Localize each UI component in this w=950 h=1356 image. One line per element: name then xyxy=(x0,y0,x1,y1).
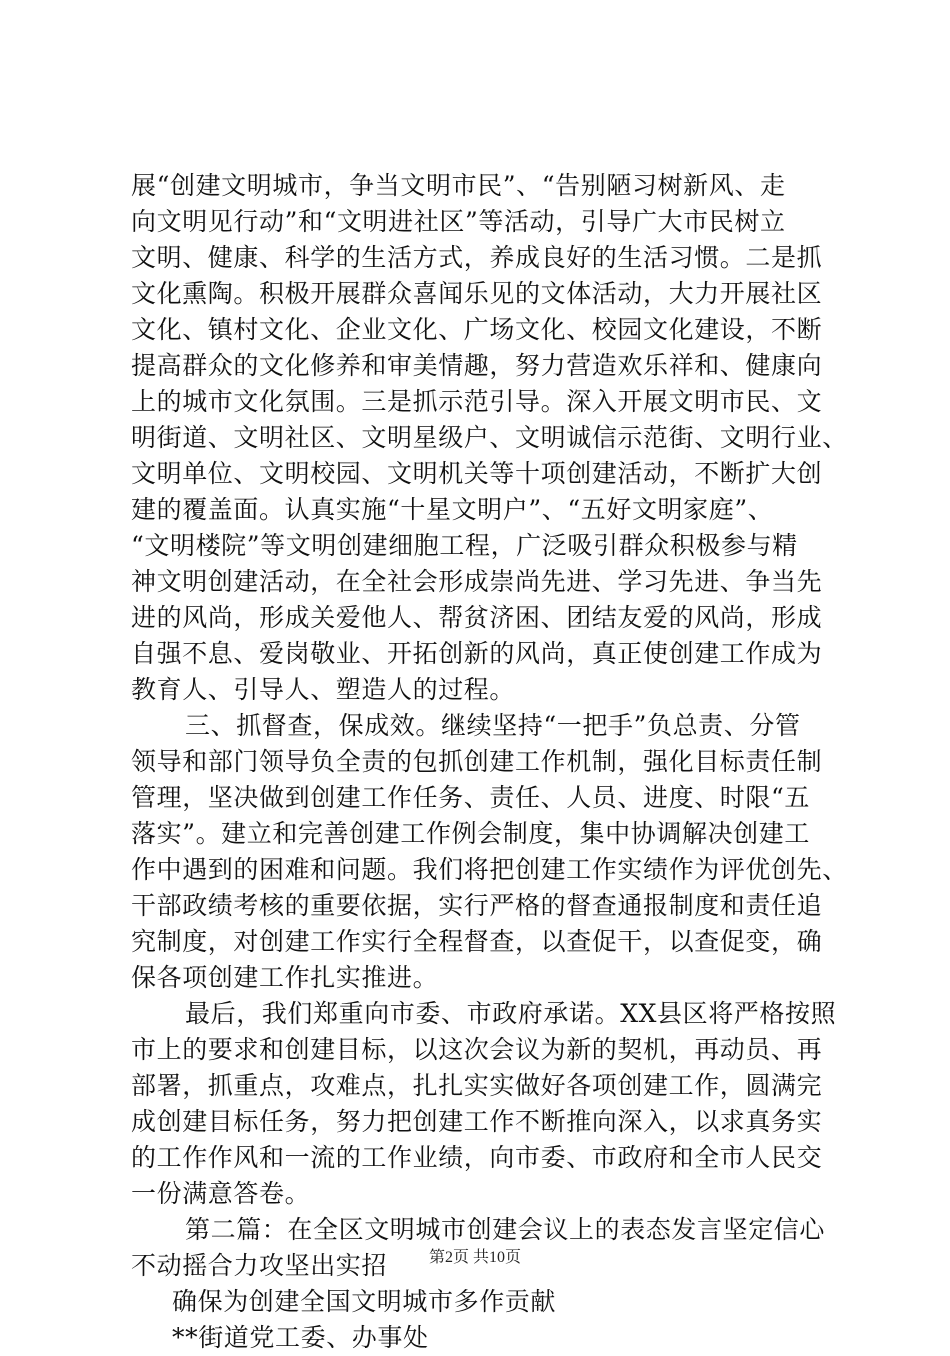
text-line: 领导和部门领导负全责的包抓创建工作机制，强化目标责任制 xyxy=(131,747,823,776)
text-line: 干部政绩考核的重要依据，实行严格的督查通报制度和责任追 xyxy=(131,891,823,920)
text-line: 作中遇到的困难和问题。我们将把创建工作实绩作为评优创先、 xyxy=(131,855,848,884)
text-line: 展“创建文明城市，争当文明市民”、“告别陋习树新风、走 xyxy=(131,171,786,200)
paragraph-start-line: 最后，我们郑重向市委、市政府承诺。XX县区将严格按照 xyxy=(185,999,837,1028)
text-line: 文明单位、文明校园、文明机关等十项创建活动，不断扩大创 xyxy=(131,459,823,488)
text-line: 文化、镇村文化、企业文化、广场文化、校园文化建设，不断 xyxy=(131,315,823,344)
text-line: 的工作作风和一流的工作业绩，向市委、市政府和全市人民交 xyxy=(131,1143,823,1172)
text-line: 成创建目标任务，努力把创建工作不断推向深入，以求真务实 xyxy=(131,1107,823,1136)
text-line: 落实”。建立和完善创建工作例会制度，集中协调解决创建工 xyxy=(131,819,810,848)
text-line: 部署，抓重点，攻难点，扎扎实实做好各项创建工作，圆满完 xyxy=(131,1071,823,1100)
text-line: 一份满意答卷。 xyxy=(131,1179,311,1208)
text-line: 管理，坚决做到创建工作任务、责任、人员、进度、时限“五 xyxy=(131,783,810,812)
subtitle-line: 确保为创建全国文明城市多作贡献 xyxy=(172,1287,557,1316)
text-line: 文明、健康、科学的生活方式，养成良好的生活习惯。二是抓 xyxy=(131,243,823,272)
text-line: “文明楼院”等文明创建细胞工程，广泛吸引群众积极参与精 xyxy=(131,531,798,560)
text-line: 市上的要求和创建目标，以这次会议为新的契机，再动员、再 xyxy=(131,1035,823,1064)
text-line: 文化熏陶。积极开展群众喜闻乐见的文体活动，大力开展社区 xyxy=(131,279,823,308)
text-line: 建的覆盖面。认真实施“十星文明户”、“五好文明家庭”、 xyxy=(131,495,774,524)
section-heading-line: 不动摇合力攻坚出实招 xyxy=(131,1251,388,1280)
text-line: 明街道、文明社区、文明星级户、文明诚信示范街、文明行业、 xyxy=(131,423,848,452)
paragraph-start-line: 三、抓督查，保成效。继续坚持“一把手”负总责、分管 xyxy=(185,711,801,740)
text-line: 保各项创建工作扎实推进。 xyxy=(131,963,439,992)
section-heading-line: 第二篇：在全区文明城市创建会议上的表态发言坚定信心 xyxy=(185,1215,826,1244)
text-line: 教育人、引导人、塑造人的过程。 xyxy=(131,675,516,704)
text-line: 向文明见行动”和“文明进社区”等活动，引导广大市民树立 xyxy=(131,207,786,236)
page-number: 第2页 共10页 xyxy=(428,1249,521,1266)
text-line: 神文明创建活动，在全社会形成崇尚先进、学习先进、争当先 xyxy=(131,567,823,596)
author-line: **街道党工委、办事处 xyxy=(172,1323,429,1352)
document-body xyxy=(131,168,848,1356)
text-line: 进的风尚，形成关爱他人、帮贫济困、团结友爱的风尚，形成 xyxy=(131,603,823,632)
text-line: 提高群众的文化修养和审美情趣，努力营造欢乐祥和、健康向 xyxy=(131,351,823,380)
text-line: 究制度，对创建工作实行全程督查，以查促干，以查促变，确 xyxy=(131,927,823,956)
text-line: 上的城市文化氛围。三是抓示范引导。深入开展文明市民、文 xyxy=(131,387,823,416)
text-line: 自强不息、爱岗敬业、开拓创新的风尚，真正使创建工作成为 xyxy=(131,639,823,668)
